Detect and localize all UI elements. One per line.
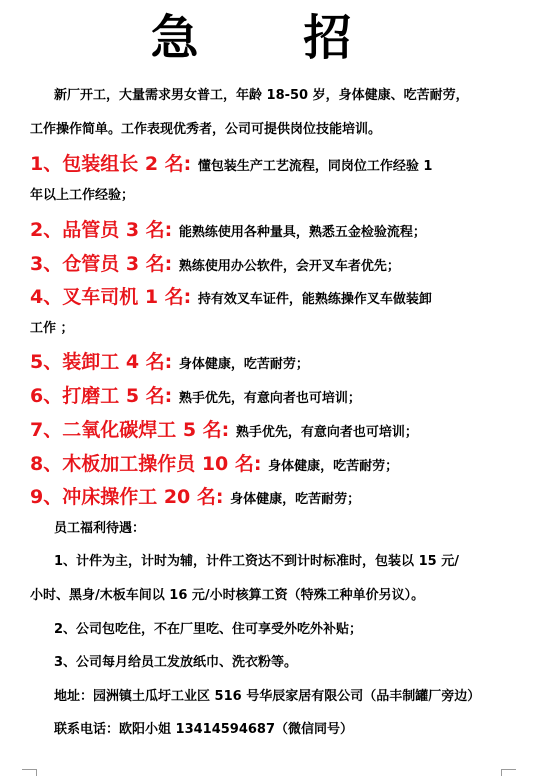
job-7-title: 7、二氧化碳焊工 5 名: [30, 419, 230, 441]
job-9-title: 9、冲床操作工 20 名: [30, 486, 224, 508]
benefit-line-3: 2、公司包吃住，不在厂里吃、住可享受外吃外补贴； [54, 622, 363, 637]
page-corner-mark-right [501, 769, 516, 776]
benefit-line-4: 3、公司每月给员工发放纸巾、洗衣粉等。 [54, 655, 298, 670]
intro-line-2: 工作操作简单。工作表现优秀者，公司可提供岗位技能培训。 [30, 122, 382, 137]
job-8-desc: 身体健康，吃苦耐劳； [268, 459, 399, 474]
phone-line: 联系电话：欧阳小姐 13414594687（微信同号） [54, 722, 354, 737]
poster-title: 急 招 [150, 10, 396, 66]
job-7-desc: 熟手优先，有意向者也可培训； [235, 425, 418, 440]
job-3-title: 3、仓管员 3 名: [30, 253, 173, 275]
job-9-desc: 身体健康，吃苦耐劳； [230, 492, 361, 507]
job-2-desc: 能熟练使用各种量具，熟悉五金检验流程； [178, 225, 426, 240]
job-9 [30, 484, 535, 513]
job-8-title: 8、木板加工操作员 10 名: [30, 453, 262, 475]
job-3-desc: 熟练使用办公软件，会开叉车者优先； [178, 259, 400, 274]
job-7 [30, 417, 535, 446]
benefits-heading: 员工福利待遇： [54, 521, 146, 536]
page-corner-mark-left [22, 769, 37, 776]
address-line: 地址：园洲镇土瓜圩工业区 516 号华辰家居有限公司（品丰制罐厂旁边） [54, 689, 481, 704]
job-3 [30, 251, 535, 280]
job-5-desc: 身体健康，吃苦耐劳； [178, 357, 309, 372]
job-5 [30, 349, 535, 378]
job-6-desc: 熟手优先，有意向者也可培训； [178, 391, 361, 406]
job-6-title: 6、打磨工 5 名: [30, 385, 173, 407]
job-2-title: 2、品管员 3 名: [30, 219, 173, 241]
job-5-title: 5、装卸工 4 名: [30, 351, 173, 373]
job-4-desc: 持有效叉车证件，能熟练操作叉车做装卸 [197, 292, 432, 307]
intro-line-1: 新厂开工，大量需求男女普工，年龄 18-50 岁，身体健康、吃苦耐劳， [54, 88, 469, 103]
benefit-line-2: 小时、黑身/木板车间以 16 元/小时核算工资（特殊工种单价另议）。 [30, 588, 425, 603]
job-2 [30, 217, 535, 246]
job-4 [30, 284, 535, 313]
job-1 [30, 151, 535, 180]
job-8 [30, 451, 535, 480]
job-1-desc-cont: 年以上工作经验； [30, 188, 135, 203]
job-4-desc-cont: 工作 ； [30, 321, 74, 336]
benefit-line-1: 1、计件为主，计时为辅，计件工资达不到计时标准时，包装以 15 元/ [54, 554, 459, 569]
job-1-desc: 懂包装生产工艺流程，同岗位工作经验 1 [197, 159, 433, 174]
job-6 [30, 383, 535, 412]
job-1-title: 1、包装组长 2 名: [30, 153, 192, 175]
job-4-title: 4、叉车司机 1 名: [30, 286, 192, 308]
